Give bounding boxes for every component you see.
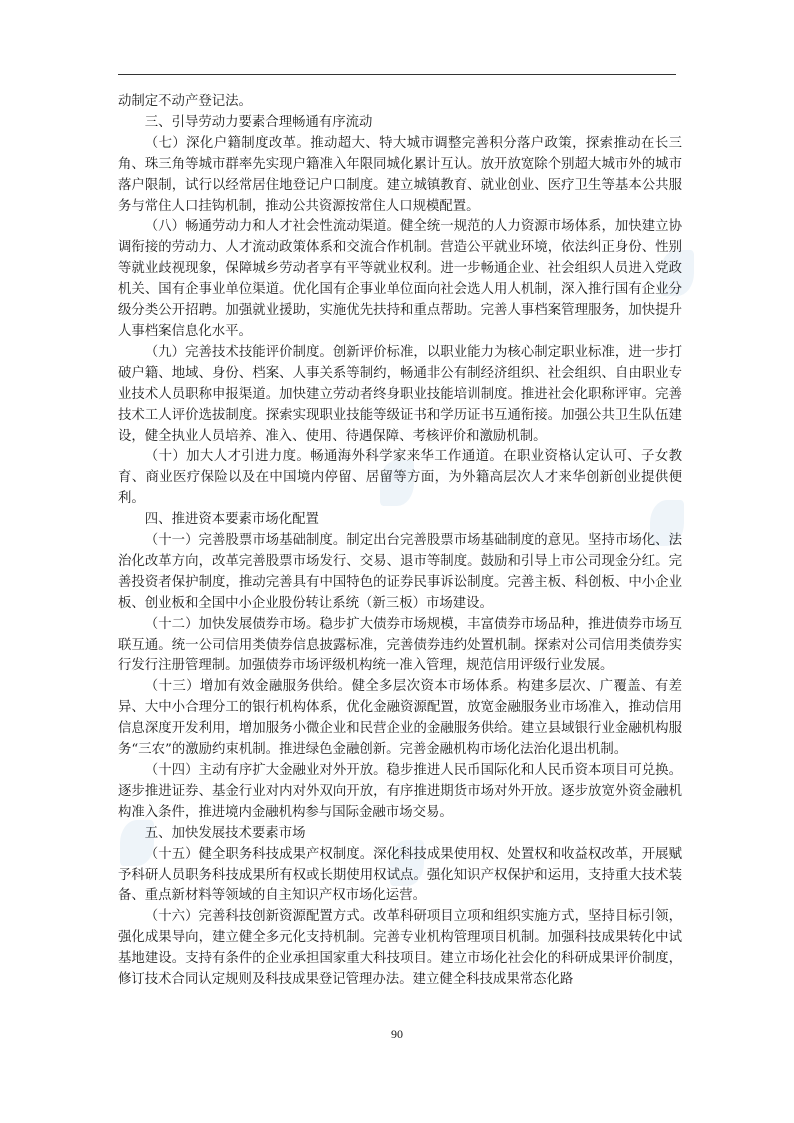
paragraph: （十六）完善科技创新资源配置方式。改革科研项目立项和组织实施方式，坚持目标引领，强化成果导向，建立健全多元化支持机制。完善专业机构管理项目机制。加强科技成果转化中试基地建设。支持有条件的企业承担国家重大科技项目。建立市场化社会化的科研成果评价制度，修订技术合同认定规则及科技成果登记管理办法。建立健全科技成果常态化路 [118,909,682,988]
paragraph: （十二）加快发展债券市场。稳步扩大债券市场规模，丰富债券市场品种，推进债券市场互联互通。统一公司信用类债券信息披露标准，完善债券违约处置机制。探索对公司信用类债券实行发行注册管理制。加强债券市场评级机构统一准入管理，规范信用评级行业发展。 [118,616,682,674]
section-heading: 四、推进资本要素市场化配置 [144,512,319,528]
document-body [118,92,682,991]
paragraph: 动制定不动产登记法。 [118,94,252,109]
header-rule [118,74,676,75]
paragraph: （七）深化户籍制度改革。推动超大、特大城市调整完善积分落户政策，探索推动在长三角、珠三角等城市群率先实现户籍准入年限同城化累计互认。放开放宽除个别超大城市外的城市落户限制，试行以经常居住地登记户口制度。建立城镇教育、就业创业、医疗卫生等基本公共服务与常住人口挂钩机制，推动公共资源按常住人口规模配置。 [118,135,682,214]
section-heading: 五、加快发展技术要素市场 [144,825,306,841]
paragraph: （九）完善技术技能评价制度。创新评价标准，以职业能力为核心制定职业标准，进一步打破户籍、地域、身份、档案、人事关系等制约，畅通非公有制经济组织、社会组织、自由职业专业技术人员职称申报渠道。加快建立劳动者终身职业技能培训制度。推进社会化职称评审。完善技术工人评价选拔制度。探索实现职业技能等级证书和学历证书互通衔接。加强公共卫生队伍建设，健全执业人员培养、准入、使用、待遇保障、考核评价和激励机制。 [118,344,682,444]
paragraph: （八）畅通劳动力和人才社会性流动渠道。健全统一规范的人力资源市场体系，加快建立协调衔接的劳动力、人才流动政策体系和交流合作机制。营造公平就业环境，依法纠正身份、性别等就业歧视现象，保障城乡劳动者享有平等就业权利。进一步畅通企业、社会组织人员进入党政机关、国有企事业单位渠道。优化国有企事业单位面向社会选人用人机制，深入推行国有企业分级分类公开招聘。加强就业援助，实施优先扶持和重点帮助。完善人事档案管理服务，加快提升人事档案信息化水平。 [118,219,682,339]
section-heading: 三、引导劳动力要素合理畅通有序流动 [144,114,373,130]
page-number: 90 [391,1027,403,1041]
paragraph: （十三）增加有效金融服务供给。健全多层次资本市场体系。构建多层次、广覆盖、有差异、大中小合理分工的银行机构体系，优化金融资源配置，放宽金融服务业市场准入，推动信用信息深度开发利用，增加服务小微企业和民营企业的金融服务供给。建立县域银行业金融机构服务“三农”的激励约束机制。推进绿色金融创新。完善金融机构市场化法治化退出机制。 [118,679,682,758]
paragraph: （十一）完善股票市场基础制度。制定出台完善股票市场基础制度的意见。坚持市场化、法治化改革方向，改革完善股票市场发行、交易、退市等制度。鼓励和引导上市公司现金分红。完善投资者保护制度，推动完善具有中国特色的证券民事诉讼制度。完善主板、科创板、中小企业板、创业板和全国中小企业股份转让系统（新三板）市场建设。 [118,533,682,611]
paragraph: （十五）健全职务科技成果产权制度。深化科技成果使用权、处置权和收益权改革，开展赋予科研人员职务科技成果所有权或长期使用权试点。强化知识产权保护和运用，支持重大技术装备、重点新材料等领域的自主知识产权市场化运营。 [118,846,682,904]
paragraph: （十）加大人才引进力度。畅通海外科学家来华工作通道。在职业资格认定认可、子女教育、商业医疗保险以及在中国境内停留、居留等方面，为外籍高层次人才来华创新创业提供便利。 [118,449,682,507]
paragraph: （十四）主动有序扩大金融业对外开放。稳步推进人民币国际化和人民币资本项目可兑换。逐步推进证券、基金行业对内对外双向开放，有序推进期货市场对外开放。逐步放宽外资金融机构准入条件，推进境内金融机构参与国际金融市场交易。 [118,763,682,820]
